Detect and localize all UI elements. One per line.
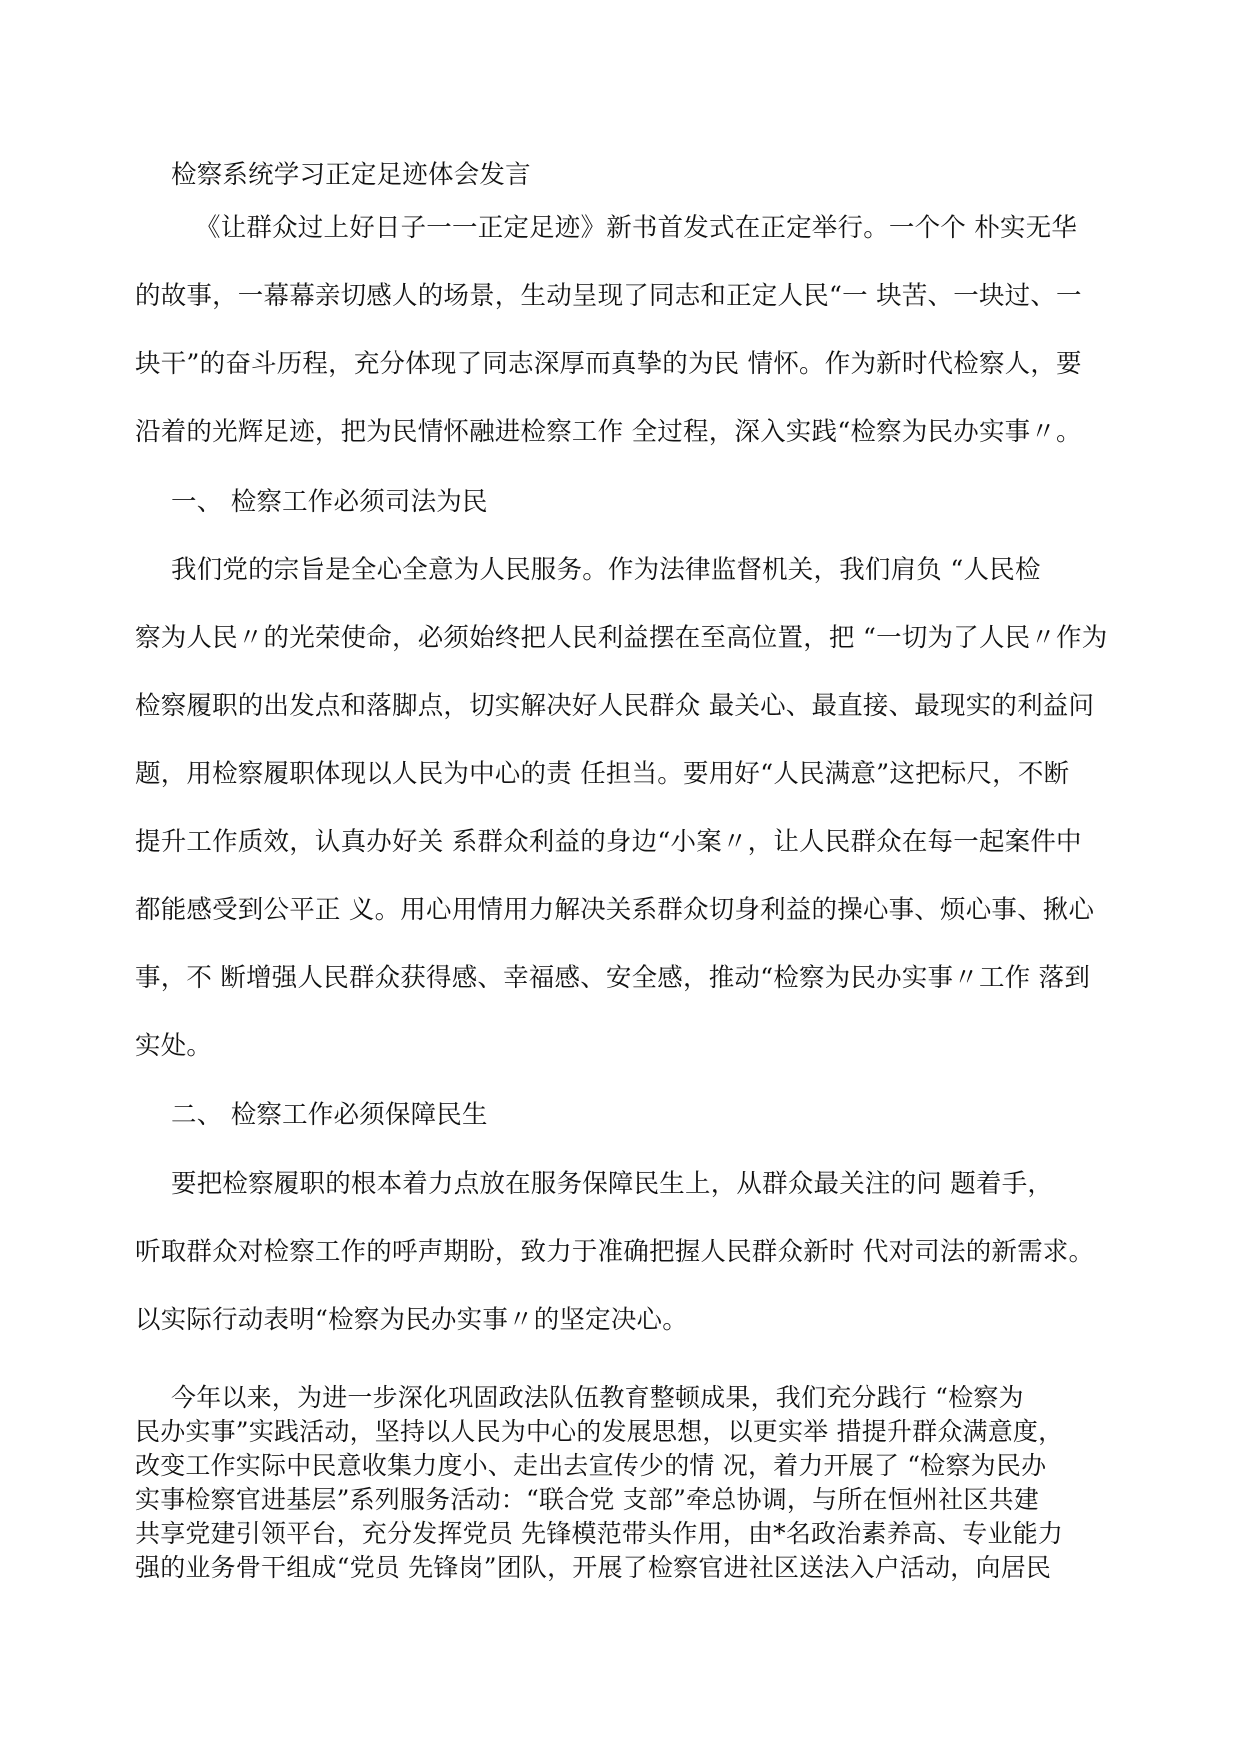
section1-line-3: 检察履职的出发点和落脚点，切实解决好人民群众 最关心、最直接、最现实的利益问 — [135, 691, 1095, 721]
section1-line-4: 题，用检察履职体现以人民为中心的责 任担当。要用好“人民满意”这把标尺，不断 — [135, 759, 1070, 789]
section2-extra-line-2: 民办实事”实践活动，坚持以人民为中心的发展思想，以更实举 措提升群众满意度， — [135, 1417, 1064, 1446]
section2-extra-line-1: 今年以来，为进一步深化巩固政法队伍教育整顿成果，我们充分践行 “检察为 — [171, 1383, 1024, 1412]
page-title: 检察系统学习正定足迹体会发言 — [171, 160, 531, 190]
intro-line-4: 沿着的光辉足迹，把为民情怀融进检察工作 全过程，深入实践“检察为民办实事〃。 — [135, 417, 1082, 447]
section2-extra-line-4: 实事检察官进基层”系列服务活动：“联合党 支部”牵总协调，与所在恒州社区共建 — [135, 1485, 1039, 1514]
section1-line-7: 事，不 断增强人民群众获得感、幸福感、安全感，推动“检察为民办实事〃工作 落到 — [135, 963, 1091, 993]
section2-extra-line-5: 共享党建引领平台，充分发挥党员 先锋模范带头作用，由*名政治素养高、专业能力 — [135, 1519, 1064, 1548]
section2-extra-line-3: 改变工作实际中民意收集力度小、走出去宣传少的情 况，着力开展了 “检察为民办 — [135, 1451, 1047, 1480]
section1-line-6: 都能感受到公平正 义。用心用情用力解决关系群众切身利益的操心事、烦心事、揪心 — [135, 895, 1095, 925]
intro-line-1: 《让群众过上好日子一一正定足迹》新书首发式在正定举行。一个个 朴实无华 — [195, 213, 1078, 243]
section-heading-1: 一、 检察工作必须司法为民 — [171, 487, 488, 517]
intro-line-2: 的故事，一幕幕亲切感人的场景，生动呈现了同志和正定人民“一 块苦、一块过、一 — [135, 281, 1082, 311]
section1-line-8: 实处。 — [135, 1031, 213, 1061]
section2-line-3: 以实际行动表明“检察为民办实事〃的坚定决心。 — [135, 1305, 688, 1335]
intro-line-3: 块干”的奋斗历程，充分体现了同志深厚而真挚的为民 情怀。作为新时代检察人，要 — [135, 349, 1082, 379]
section2-line-2: 听取群众对检察工作的呼声期盼，致力于准确把握人民群众新时 代对司法的新需求。 — [135, 1237, 1095, 1267]
section1-line-1: 我们党的宗旨是全心全意为人民服务。作为法律监督机关，我们肩负 “人民检 — [171, 555, 1041, 585]
section2-extra-line-6: 强的业务骨干组成“党员 先锋岗”团队，开展了检察官进社区送法入户活动，向居民 — [135, 1553, 1052, 1582]
section-heading-2: 二、 检察工作必须保障民生 — [171, 1100, 488, 1130]
section1-line-2: 察为人民〃的光荣使命，必须始终把人民利益摆在至高位置，把 “一切为了人民〃作为 — [135, 623, 1108, 653]
section2-line-1: 要把检察履职的根本着力点放在服务保障民生上，从群众最关注的问 题着手， — [171, 1169, 1054, 1199]
section1-line-5: 提升工作质效，认真办好关 系群众利益的身边“小案〃，让人民群众在每一起案件中 — [135, 827, 1082, 857]
